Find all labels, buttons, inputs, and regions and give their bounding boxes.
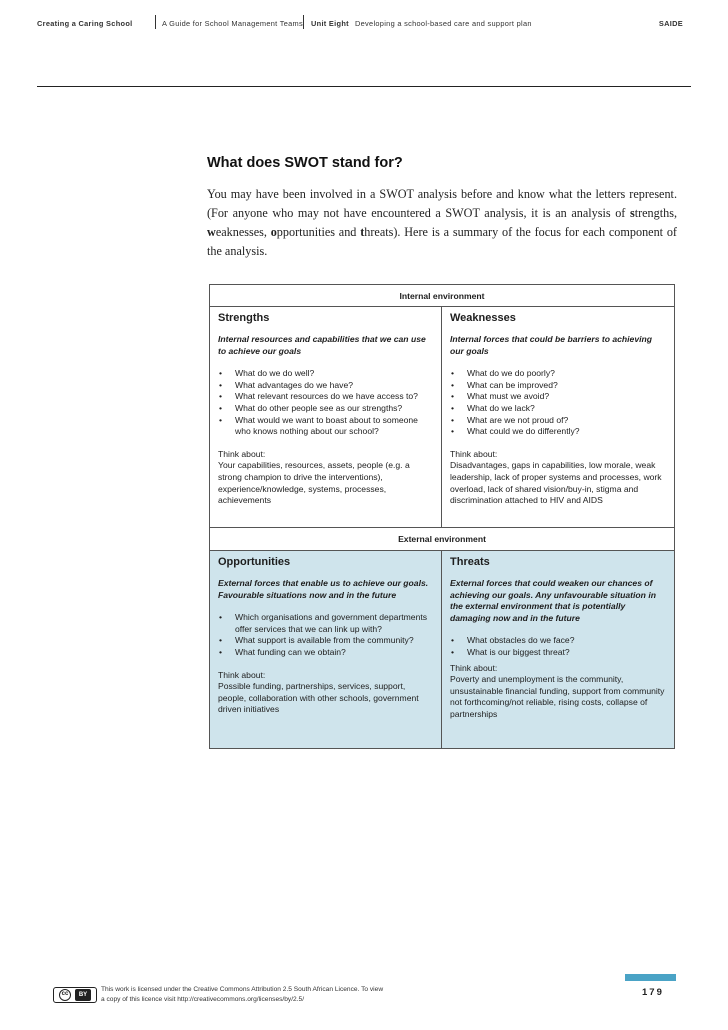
header-unit-title: Developing a school-based care and support plan	[355, 19, 532, 28]
opportunities-subtitle: External forces that enable us to achieve our goals. Favourable situations now and in the future	[218, 578, 429, 600]
licence-notice	[101, 985, 431, 1004]
intro-text: hreats). Here is a summary of the focus for each component of the analysis.	[207, 225, 677, 258]
header-divider	[155, 15, 156, 29]
list-item: • What do we do poorly?	[450, 368, 666, 380]
threats-questions	[450, 635, 666, 658]
strengths-questions	[218, 368, 433, 438]
intro-text: pportunities and	[276, 225, 361, 239]
header-publisher: SAIDE	[658, 19, 683, 28]
header-rule	[37, 86, 691, 87]
threats-subtitle: External forces that could weaken our chances of achieving our goals. Any unfavourable situation in the external environment that is potentially damaging now and in the future	[450, 578, 656, 623]
intro-paragraph	[207, 185, 677, 261]
header-guide-title: A Guide for School Management Teams	[162, 19, 304, 28]
external-section	[209, 528, 675, 749]
licence-line: a copy of this licence visit http://creativecommons.org/licenses/by/2.5/	[101, 995, 305, 1003]
list-item: • What is our biggest threat?	[450, 647, 666, 659]
internal-section	[209, 284, 675, 528]
intro-text: eaknesses,	[215, 225, 271, 239]
header-course-title: Creating a Caring School	[37, 19, 133, 28]
strengths-cell	[210, 307, 442, 527]
list-item: • What can be improved?	[450, 380, 666, 392]
intro-letter-t: t	[360, 225, 365, 239]
attribution-icon: BY	[75, 989, 91, 1001]
intro-text: trengths,	[634, 206, 677, 220]
list-item: • What relevant resources do we have access to?	[218, 391, 433, 403]
opportunities-think-text: Possible funding, partnerships, services, support, people, collaboration with other schools, government driven initiatives	[218, 681, 419, 715]
list-item: • Which organisations and government departments offer services that we can link up with?	[218, 612, 433, 635]
external-environment-header: External environment	[209, 528, 675, 551]
list-item: • What funding can we obtain?	[218, 647, 433, 659]
list-item: • What could we do differently?	[450, 426, 666, 438]
licence-line: This work is licensed under the Creative Commons Attribution 2.5 South African Licence. To view	[101, 986, 384, 993]
main-content	[207, 155, 677, 261]
strengths-think-text: Your capabilities, resources, assets, people (e.g. a strong champion to drive the interventions), experience/knowledge, systems, processes, achievements	[218, 460, 410, 506]
list-item: • What would we want to boast about to someone who knows nothing about our school?	[218, 415, 433, 438]
intro-letter-s: s	[629, 206, 635, 220]
list-item: • What support is available from the community?	[218, 635, 433, 647]
list-item: • What do we lack?	[450, 403, 666, 415]
weaknesses-subtitle: Internal forces that could be barriers to achieving our goals	[450, 334, 653, 356]
header-divider	[303, 15, 304, 29]
threats-think-label: Think about:	[450, 662, 498, 673]
intro-text: You may have been involved in a SWOT analysis before and know what the letters represent. (For anyone who may not have encountered a SWOT analysis, it is an analysis of	[207, 187, 677, 220]
cc-icon: cc	[59, 989, 71, 1001]
threats-cell	[442, 551, 674, 748]
threats-title: Threats	[450, 556, 490, 568]
weaknesses-cell	[442, 307, 674, 527]
creative-commons-badge	[53, 987, 97, 1003]
weaknesses-think-label: Think about:	[450, 448, 498, 459]
list-item: • What must we avoid?	[450, 391, 666, 403]
list-item: • What do other people see as our strengths?	[218, 403, 433, 415]
internal-environment-header: Internal environment	[209, 284, 675, 307]
opportunities-think-label: Think about:	[218, 669, 266, 680]
weaknesses-questions	[450, 368, 666, 438]
strengths-think-label: Think about:	[218, 448, 266, 459]
page-number: 179	[642, 987, 664, 998]
opportunities-cell	[210, 551, 442, 748]
opportunities-questions	[218, 612, 433, 658]
weaknesses-title: Weaknesses	[450, 312, 516, 324]
strengths-title: Strengths	[218, 312, 270, 324]
threats-think-text: Poverty and unemployment is the community, unsustainable financial funding, support from community not forthcoming/not reliable, rising costs, collapse of partnerships	[450, 674, 665, 719]
running-header	[37, 14, 691, 34]
page-number-accent-bar	[625, 974, 676, 981]
opportunities-title: Opportunities	[218, 556, 291, 568]
section-heading: What does SWOT stand for?	[207, 155, 403, 171]
list-item: • What are we not proud of?	[450, 415, 666, 427]
swot-table	[209, 284, 675, 749]
weaknesses-think-text: Disadvantages, gaps in capabilities, low morale, weak leadership, lack of proper systems and processes, work overload, lack of shared vision/buy-in, stigma and discrimination attached to HIV and AIDS	[450, 460, 662, 506]
list-item: • What do we do well?	[218, 368, 433, 380]
strengths-subtitle: Internal resources and capabilities that we can use to achieve our goals	[218, 334, 426, 356]
intro-letter-o: o	[270, 225, 277, 239]
list-item: • What advantages do we have?	[218, 380, 433, 392]
header-unit: Unit Eight	[311, 19, 349, 28]
intro-letter-w: w	[207, 225, 216, 239]
list-item: • What obstacles do we face?	[450, 635, 666, 647]
